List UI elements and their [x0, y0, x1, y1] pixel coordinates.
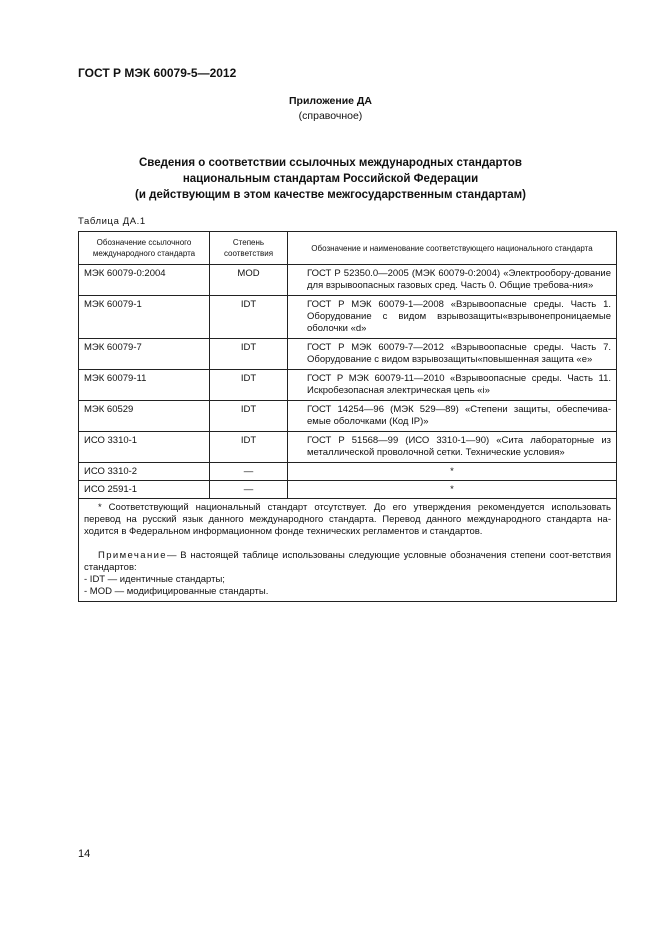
row-national-text: ГОСТ Р МЭК 60079-7—2012 «Взрывоопасные среды. Часть 7. Оборудование с видом взрывозащиты«повышенная защита «е»	[307, 342, 611, 365]
table-row	[79, 401, 617, 432]
row-national-text: ГОСТ 14254—96 (МЭК 529—89) «Степени защиты, обеспечива-емые оболочками (Код IP)»	[307, 404, 611, 427]
table-notes-row	[79, 499, 617, 602]
row-national-text: ГОСТ Р МЭК 60079-11—2010 «Взрывоопасные среды. Часть 11. Искробезопасная электрическая цепь «i»	[307, 373, 611, 396]
header-national: Обозначение и наименование соответствующего национального стандарта	[288, 232, 617, 265]
table-row	[79, 370, 617, 401]
row-code: МЭК 60079-1	[79, 296, 210, 339]
table-row	[79, 296, 617, 339]
row-code: ИСО 3310-1	[79, 432, 210, 463]
table-notes	[79, 499, 617, 602]
section-title-line-1: Сведения о соответствии ссылочных международных стандартов	[138, 157, 522, 169]
row-degree: —	[210, 463, 288, 481]
row-code: МЭК 60529	[79, 401, 210, 432]
table-caption: Таблица ДА.1	[78, 216, 146, 227]
row-degree: —	[210, 481, 288, 499]
table-row	[79, 339, 617, 370]
row-national-text: ГОСТ Р 52350.0—2005 (МЭК 60079-0:2004) «Электрообору-дование для взрывоопасных газовых сред. Часть 0. Общие требова-ния»	[307, 268, 611, 291]
row-national-text: ГОСТ Р 51568—99 (ИСО 3310-1—90) «Сита лабораторные из металлической проволочной сетки. Технические условия»	[307, 435, 611, 458]
row-degree: IDT	[210, 432, 288, 463]
header-degree: Степень соответствия	[210, 232, 288, 265]
row-national	[288, 265, 617, 296]
row-code: МЭК 60079-7	[79, 339, 210, 370]
row-national	[288, 296, 617, 339]
row-national	[288, 432, 617, 463]
row-degree: IDT	[210, 370, 288, 401]
row-degree: IDT	[210, 401, 288, 432]
row-degree: MOD	[210, 265, 288, 296]
note-text: — В настоящей таблице использованы следующие условные обозначения степени соот-ветствия стандартов:	[84, 550, 611, 573]
table-header-row	[79, 232, 617, 265]
row-degree: IDT	[210, 296, 288, 339]
correspondence-table	[78, 231, 617, 602]
annex-title: Приложение ДА	[289, 95, 372, 107]
row-degree: IDT	[210, 339, 288, 370]
note-item: - MOD — модифицированные стандарты.	[84, 586, 269, 597]
note-item: - IDT — идентичные стандарты;	[84, 574, 225, 585]
page-number: 14	[78, 848, 91, 860]
row-code: МЭК 60079-11	[79, 370, 210, 401]
row-national: *	[288, 481, 617, 499]
note-label: Примечание	[98, 550, 167, 561]
header-code: Обозначение ссылочного международного стандарта	[79, 232, 210, 265]
annex-heading	[0, 94, 661, 124]
table-row	[79, 432, 617, 463]
table-row	[79, 463, 617, 481]
row-code: ИСО 2591-1	[79, 481, 210, 499]
row-code: ИСО 3310-2	[79, 463, 210, 481]
row-national	[288, 339, 617, 370]
row-code: МЭК 60079-0:2004	[79, 265, 210, 296]
section-title-line-3: (и действующим в этом качестве межгосударственным стандартам)	[135, 189, 526, 201]
footnote: * Соответствующий национальный стандарт отсутствует. До его утверждения рекомендуется использовать перевод на русский язык данного международного стандарта. Перевод данного международного стандарта на-ходится в Федеральном информационном фонде технических регламентов и стандартов.	[84, 502, 611, 537]
document-header: ГОСТ Р МЭК 60079-5—2012	[78, 66, 237, 80]
row-national	[288, 370, 617, 401]
section-title	[0, 155, 661, 203]
row-national	[288, 401, 617, 432]
row-national-text: ГОСТ Р МЭК 60079-1—2008 «Взрывоопасные среды. Часть 1. Оборудование с видом взрывозащиты«взрывонепроницаемые оболочки «d»	[307, 299, 611, 334]
note-block	[84, 550, 611, 598]
annex-subtitle: (справочное)	[298, 110, 363, 122]
table-row	[79, 265, 617, 296]
row-national: *	[288, 463, 617, 481]
section-title-line-2: национальным стандартам Российской Федерации	[182, 173, 479, 185]
table-row	[79, 481, 617, 499]
note-paragraph	[84, 550, 611, 574]
